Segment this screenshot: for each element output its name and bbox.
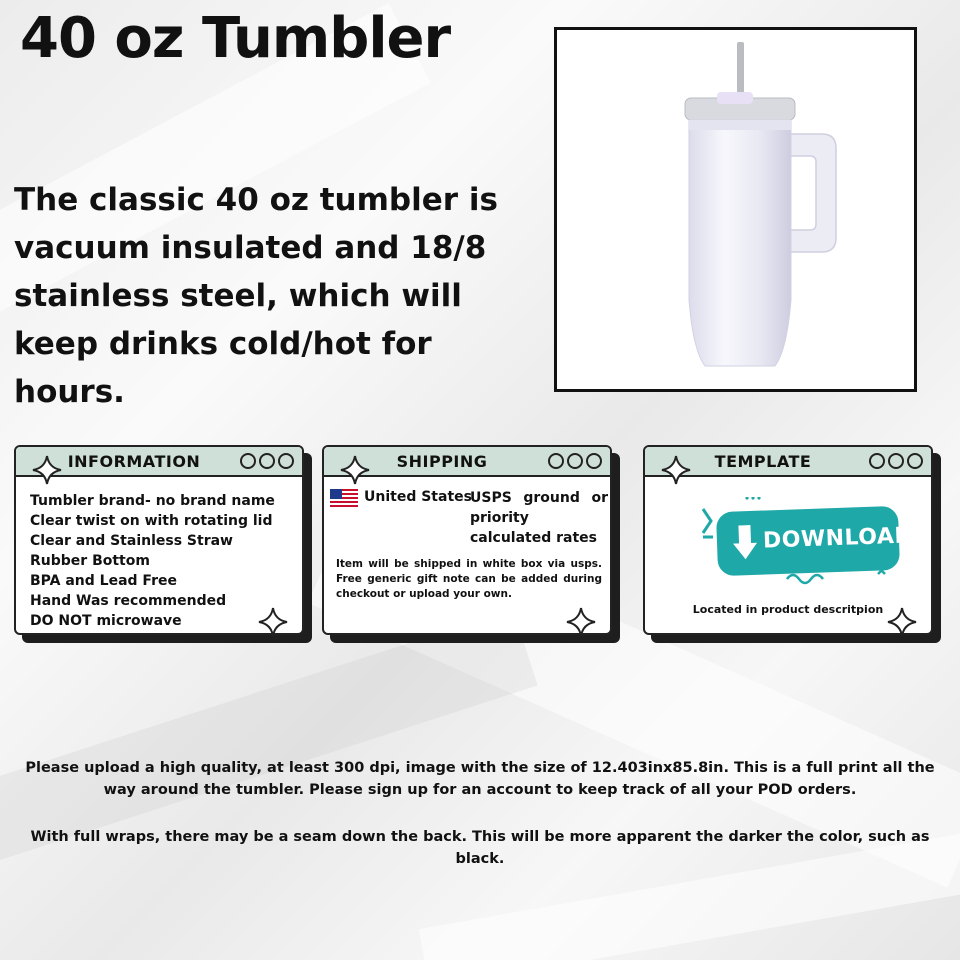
download-arrow-icon [732, 525, 757, 562]
list-item: BPA and Lead Free [30, 573, 177, 589]
sparkle-icon [340, 455, 370, 485]
list-item: Hand Was recommended [30, 593, 227, 609]
product-description: The classic 40 oz tumbler is vacuum insulated and 18/8 stainless steel, which will keep drinks cold/hot for hours. [14, 182, 498, 410]
window-dots [869, 453, 923, 469]
list-item: Clear and Stainless Straw [30, 533, 233, 549]
tumbler-image [557, 30, 914, 389]
template-card [643, 445, 933, 635]
shipping-method: USPS ground or priority calculated rates [470, 490, 608, 546]
shipping-note: Item will be shipped in white box via usps. Free generic gift note can be added during checkout or upload your own. [336, 558, 602, 600]
information-list [30, 491, 275, 631]
template-note: Located in product descritpion [692, 603, 884, 616]
sparkle-icon [887, 607, 917, 637]
window-dots [548, 453, 602, 469]
page-title: 40 oz Tumbler [20, 6, 451, 71]
window-dots [240, 453, 294, 469]
card-title: SHIPPING [396, 452, 488, 471]
sparkle-icon [661, 455, 691, 485]
sparkle-icon [566, 607, 596, 637]
shipping-card [322, 445, 612, 635]
card-title: TEMPLATE [714, 452, 812, 471]
seam-notice: With full wraps, there may be a seam down the back. This will be more apparent the darker the color, such as black. [30, 829, 930, 867]
list-item: Rubber Bottom [30, 553, 150, 569]
card-title: INFORMATION [67, 452, 201, 471]
upload-instructions: Please upload a high quality, at least 300 dpi, image with the size of 12.403inx85.8in. This is a full print all the way around the tumbler. Please sign up for an account to keep track of all your POD orders. [25, 760, 935, 798]
us-flag-icon [330, 489, 358, 507]
list-item: Clear twist on with rotating lid [30, 513, 273, 529]
sparkle-icon [32, 455, 62, 485]
product-photo [554, 27, 917, 392]
download-button[interactable] [716, 506, 914, 576]
list-item: DO NOT microwave [30, 613, 182, 629]
download-label: DOWNLOAD [762, 523, 914, 554]
information-card [14, 445, 304, 635]
sparkle-icon [258, 607, 288, 637]
shipping-country: United States [364, 489, 472, 505]
list-item: Tumbler brand- no brand name [30, 493, 275, 509]
